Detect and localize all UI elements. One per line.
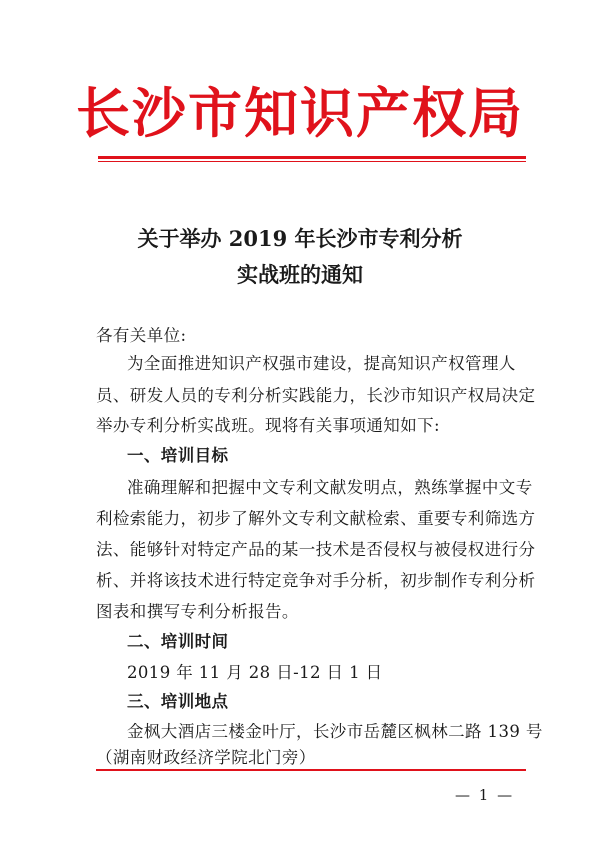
page-number: — 1 — bbox=[455, 786, 515, 804]
section-location-line: 金枫大酒店三楼金叶厅，长沙市岳麓区枫林二路 139 号 bbox=[127, 722, 543, 741]
section-goals-line: 准确理解和把握中文专利文献发明点，熟练掌握中文专 bbox=[127, 478, 533, 497]
footer-rule bbox=[96, 769, 526, 771]
intro-line: 为全面推进知识产权强市建设，提高知识产权管理人 bbox=[127, 354, 516, 373]
letterhead-org-name: 长沙市知识产权局 bbox=[76, 81, 524, 145]
salutation: 各有关单位: bbox=[96, 326, 187, 345]
intro-line: 举办专利分析实战班。现将有关事项通知如下: bbox=[96, 416, 440, 435]
letterhead-red-rule-thin bbox=[98, 161, 526, 162]
notice-title-line1: 关于举办 2019 年长沙市专利分析 bbox=[137, 226, 463, 251]
section-location-line: （湖南财政经济学院北门旁） bbox=[96, 748, 316, 767]
notice-title-line2: 实战班的通知 bbox=[237, 262, 363, 287]
section-heading-location: 三、培训地点 bbox=[127, 692, 229, 711]
section-heading-time: 二、培训时间 bbox=[127, 632, 229, 651]
section-goals-line: 图表和撰写专利分析报告。 bbox=[96, 602, 299, 621]
section-time-line: 2019 年 11 月 28 日-12 日 1 日 bbox=[127, 663, 383, 682]
section-goals-line: 法、能够针对特定产品的某一技术是否侵权与被侵权进行分 bbox=[96, 540, 536, 559]
section-goals-line: 析、并将该技术进行特定竞争对手分析，初步制作专利分析 bbox=[96, 571, 536, 590]
letterhead-red-rule bbox=[98, 156, 526, 159]
intro-line: 员、研发人员的专利分析实践能力，长沙市知识产权局决定 bbox=[96, 386, 536, 405]
section-heading-goals: 一、培训目标 bbox=[127, 446, 229, 465]
section-goals-line: 利检索能力，初步了解外文专利文献检索、重要专利筛选方 bbox=[96, 509, 536, 528]
